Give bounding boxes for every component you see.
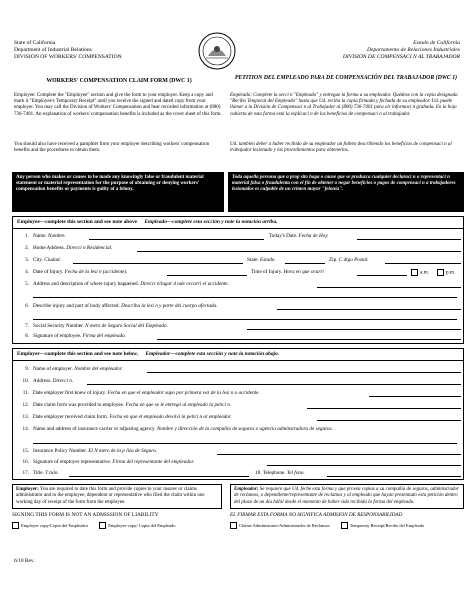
row-label [33, 269, 127, 276]
location-field-line2[interactable] [33, 291, 457, 298]
employee-row-injury-desc [17, 303, 459, 311]
temp-receipt-option[interactable] [341, 523, 425, 528]
header-left-line: Department of Industrial Relations [14, 47, 92, 53]
copy-options-left [12, 522, 222, 529]
form-title-english: WORKERS' COMPENSATION CLAIM FORM (DWC 1) [46, 78, 192, 84]
copy-options-right [230, 522, 464, 529]
employer-note-head: Employer: [16, 487, 39, 492]
row-label [33, 281, 229, 288]
temp-receipt-checkbox[interactable] [341, 522, 348, 529]
intro-english-1: Employee: Complete the "Employee" section and give the form to your employer. Keep a copy and mark it "Employee's Temporary Receipt" until you receive the signed and dated copy from your employer. You may call the Division of Workers' Compensation and hear recorded information at (800) 736-7401. An explanation of workers' compensation benefits is included as the cover sheet of this form. [14, 93, 222, 117]
row-number: 14. [22, 426, 29, 432]
employer-note-head-es: Empleador: [234, 487, 259, 492]
provided-label: Date claim form was provided to employee. [33, 402, 125, 408]
employer-row-policy [17, 448, 459, 456]
form-title-spanish: PETITION DEL EMPLEADO PARA DE COMPENSACIÓN DEL TRABAJADOR (DWC 1) [234, 75, 458, 81]
header-right [300, 40, 460, 61]
injury-desc-hint: Describa la lesi n y parte del cuerpo afectada. [121, 303, 218, 309]
zip-hint: C digo Postal. [338, 257, 369, 263]
policy-hint: El N mero de la p liza de Seguro. [88, 448, 157, 454]
employer-heading-es: Empleador—complete esta sección y note la notación abajo. [145, 351, 280, 357]
state-hint: Estado. [259, 257, 276, 263]
policy-label: Insurance Policy Number. [33, 448, 88, 454]
injury-desc-field[interactable] [277, 303, 461, 310]
employer-note-spanish [230, 484, 464, 529]
phone-label: Telephone. [262, 470, 286, 476]
employee-row-address [17, 245, 459, 253]
am-option[interactable] [411, 269, 429, 276]
row-label [33, 257, 61, 264]
received-label: Date employer received claim form. [33, 414, 109, 420]
header-left [14, 40, 184, 61]
employer-section-heading [13, 349, 463, 361]
row-number: 3. [25, 257, 29, 263]
employer-row-title-phone [17, 470, 459, 478]
name-label: Name. [33, 233, 47, 239]
row-label [33, 233, 66, 240]
state-seal-icon [198, 32, 236, 70]
row-number: 12. [22, 402, 29, 408]
row-number: 5. [25, 281, 29, 287]
employer-copy-checkbox[interactable] [12, 522, 19, 529]
employee-row-name [17, 233, 459, 241]
zip-label-wrap [329, 257, 369, 264]
injury-date-field[interactable] [167, 269, 247, 276]
employer-address-label: Address. [33, 378, 52, 384]
name-hint: Nombre. [47, 233, 66, 239]
home-address-field[interactable] [137, 245, 461, 252]
knew-date-field[interactable] [369, 390, 461, 397]
row-number: 11. [22, 390, 29, 396]
employee-row-signature [17, 333, 459, 341]
todays-date-label [269, 233, 329, 240]
employee-copy-option[interactable] [99, 523, 175, 528]
liability-disclaimer-es: EL FIRMAR ESTA FORMA NO SIGNIFICA ADMISION DE RESPONSABILIDAD [230, 511, 403, 518]
row-label [33, 470, 59, 477]
row-number: 2. [25, 245, 29, 251]
employer-heading-en: Employer—complete this section and see note below. [17, 351, 139, 357]
provided-hint: Fecha en que se le entregó al empleado la petici n. [125, 402, 232, 408]
row-label [33, 323, 168, 330]
title-hint: T tulo. [45, 470, 59, 476]
warning-spanish: Toda aquella persona que a prop sito haga o cause que se produzca cualquier declaraci n o representaci n material falsa o fraudulenta con el fin de obtener o negar beneficios o pagos de compensaci n a trabajadores lesionados es culpable de un crimen mayor "felonía". [228, 172, 464, 212]
title-label: Title. [33, 470, 44, 476]
claims-admin-copy-option[interactable] [230, 523, 330, 528]
employee-section [12, 216, 464, 344]
injury-time-field[interactable] [357, 269, 407, 276]
policy-field[interactable] [217, 448, 461, 455]
row-number: 10. [22, 378, 29, 384]
intro-spanish-2: Ud. también deber a haber recibido de su empleador un folleto describiendo los beneficios de compensaci n al trabajador lesionado y los procedimientos para obtenerlos. [230, 142, 452, 154]
row-label [33, 366, 123, 373]
row-label [33, 414, 232, 421]
phone-field[interactable] [327, 470, 461, 477]
liability-disclaimer-en: SIGNING THIS FORM IS NOT AN ADMISSION OF LIABILITY [12, 511, 159, 518]
header-right-line: DIVISION DE COMPENSACI N AL TRABAJADOR [342, 54, 460, 60]
injury-time-hint: Hora en que ocurri [283, 269, 324, 275]
pm-label: p.m. [446, 269, 456, 276]
todays-date-field[interactable] [357, 233, 461, 240]
state-label: State. [247, 257, 259, 263]
pm-checkbox[interactable] [437, 269, 444, 276]
am-checkbox[interactable] [411, 269, 418, 276]
employer-row-address [17, 378, 459, 386]
employee-row-injury-date [17, 269, 459, 277]
claims-admin-label: Claims Administrator/Administrador de Reclamos [239, 522, 330, 528]
injury-desc-label: Describe injury and part of body affected. [33, 303, 120, 309]
injury-date-hint: Fecha de la lesi n (accidente). [64, 269, 128, 275]
city-field[interactable] [73, 257, 243, 264]
row-number: 1. [25, 233, 29, 239]
ssn-label: Social Security Number. [33, 323, 84, 329]
header-left-line: State of California [14, 40, 56, 46]
received-date-field[interactable] [317, 414, 461, 421]
zip-field[interactable] [385, 257, 461, 264]
row-number: 16. [22, 459, 29, 465]
employer-name-label: Name of employer. [33, 366, 73, 372]
employer-signature-field[interactable] [267, 459, 461, 466]
header-right-line: Departamento de Relaciones Industriales [366, 47, 460, 53]
row-label [33, 402, 231, 409]
row-label [33, 390, 260, 397]
row-label [33, 333, 126, 340]
employer-copy-label: Employer copy/Copia del Empleador [21, 522, 89, 528]
employee-row-ssn [17, 323, 459, 331]
employee-section-heading [13, 217, 463, 229]
location-label: Address and description of where injury happened. [33, 281, 139, 287]
employee-signature-label: Signature of employee. [33, 333, 82, 339]
injury-time-label-wrap [251, 269, 324, 276]
row-number: 15. [22, 448, 29, 454]
employer-row-provided [17, 402, 459, 410]
employee-copy-label: Employee copy/ Copia del Empleado [108, 522, 176, 528]
row-number: 17. [22, 470, 29, 476]
date-label: Today's Date. [269, 233, 298, 239]
address-hint: Direcci n Residencial. [66, 245, 113, 251]
employer-signature-hint: Firma del representante del empleador. [112, 459, 195, 465]
row-number: 6. [25, 303, 29, 309]
employer-address-field[interactable] [87, 378, 461, 385]
row-number: 9. [25, 366, 29, 372]
date-hint: Fecha de Hoy. [298, 233, 329, 239]
employer-row-insurer [17, 426, 459, 434]
row-label [33, 303, 217, 310]
ssn-field[interactable] [247, 323, 461, 330]
warning-english: Any person who makes or causes to be made any knowingly false or fraudulent material statement or material representation for the purpose of obtaining or denying workers' compensation benefits or payments is guilty of a felony. [12, 172, 224, 212]
row-label [33, 245, 112, 252]
row-number: 4. [25, 269, 29, 275]
employer-name-field[interactable] [147, 366, 461, 373]
employer-note-box [12, 484, 222, 509]
row-number: 7. [25, 323, 29, 329]
state-label-wrap [247, 257, 276, 264]
employee-signature-field[interactable] [157, 333, 461, 340]
employer-signature-label: Signature of employer representative. [33, 459, 112, 465]
employer-note-english [12, 484, 222, 529]
injury-time-label: Time of Injury. [251, 269, 283, 275]
phone-hint: Tel fono. [286, 470, 305, 476]
phone-label-wrap [255, 470, 305, 477]
state-field[interactable] [285, 257, 325, 264]
employer-note-text-es: Se requiere que Ud. feche esta forma y que provéa copias a su compañía de seguros, administrador de reclamos, o dependiente/representante de reclamos y al empleado que hayan presentado esta petición dentro del plazo de un día hábil desde el momento de haber sido recibida la forma del empleado. [234, 487, 459, 505]
am-label: a.m. [420, 269, 429, 276]
location-hint: Direcci n/lugar d nde occurri el accidente. [140, 281, 229, 287]
city-label: City. [33, 257, 43, 263]
ssn-hint: N mero de Seguro Social del Empleado. [85, 323, 168, 329]
employee-heading-es: Empleado—complete esta sección y note la notación arriba. [144, 219, 278, 225]
header-right-line: Estado de California [413, 40, 460, 46]
phone-num-label: 18. [255, 470, 262, 476]
zip-label: Zip. [329, 257, 338, 263]
employer-note-text: You are required to date this form and provide copies to your insurer or claims administrator and to the employee, dependent or representative who filed the claim within one working day of receipt of the form from the employee. [16, 487, 205, 505]
revision-label: 6/10 Rev. [14, 558, 35, 564]
received-hint: Fecha en que el empleado devolvi la petici n al empleador. [109, 414, 232, 420]
employer-row-knew [17, 390, 459, 398]
title-field[interactable] [69, 470, 249, 477]
row-label [33, 448, 157, 455]
row-number: 13. [22, 414, 29, 420]
intro-spanish-1: Empleado: Complete la secci n "Empleado" y entregue la forma a su empleador. Quédese con la copia designada "Recibo Temporal del Empleado" hasta que Ud. reciba la copia firmada y fechada de su empleador. Ud. puede llamar a la División de Compensaci n al Trabajador al (800) 736-7401 para oir informaci n grabada. En la hoja cubierta de esta forma está la explicaci n de los beneficios de compensaci n al trabajador. [230, 93, 458, 117]
insurer-hint: Nombre y dirección de la compañía de seguros o agencia adminstradora de seguros. [156, 426, 333, 432]
header-left-line: DIVISION OF WORKERS' COMPENSATION [14, 54, 122, 60]
temp-receipt-label: Temporary Receipt/Recibo del Empleado [349, 522, 425, 528]
row-label [33, 459, 194, 466]
employer-note-box-es [230, 484, 464, 509]
address-label: Home Address. [33, 245, 65, 251]
employee-signature-hint: Firma del empleado. [82, 333, 126, 339]
insurer-label: Name and address of insurance carrier or adjusting agency. [33, 426, 156, 432]
employer-row-received [17, 414, 459, 422]
city-hint: Ciudad. [44, 257, 61, 263]
employee-heading-en: Employee—complete this section and see note above [17, 219, 138, 225]
employee-copy-checkbox[interactable] [99, 522, 106, 529]
employee-row-city [17, 257, 459, 265]
row-number: 8. [25, 333, 29, 339]
employer-row-signature [17, 459, 459, 467]
employer-copy-option[interactable] [12, 523, 88, 528]
employer-row-name [17, 366, 459, 374]
row-label [33, 426, 333, 433]
knew-label: Date employer first knew of injury. [33, 390, 107, 396]
pm-option[interactable] [437, 269, 455, 276]
claims-admin-checkbox[interactable] [230, 522, 237, 529]
injury-date-label: Date of Injury. [33, 269, 64, 275]
knew-hint: Fecha en que el empleador supo por primera vez de la lesi n o accidente. [107, 390, 260, 396]
row-label [33, 378, 73, 385]
employer-address-hint: Direcci n. [52, 378, 74, 384]
location-field[interactable] [317, 281, 461, 288]
employer-section [12, 348, 464, 480]
name-field[interactable] [89, 233, 264, 240]
intro-english-2: You should also have received a pamphlet from your employer describing workers' compensation benefits and the procedures to obtain them. [14, 142, 210, 154]
employee-row-location [17, 281, 459, 289]
employer-name-hint: Nombre del empleador. [74, 366, 123, 372]
provided-date-field[interactable] [307, 402, 461, 409]
insurer-field[interactable] [33, 437, 457, 444]
injury-desc-field-line2[interactable] [33, 313, 457, 320]
